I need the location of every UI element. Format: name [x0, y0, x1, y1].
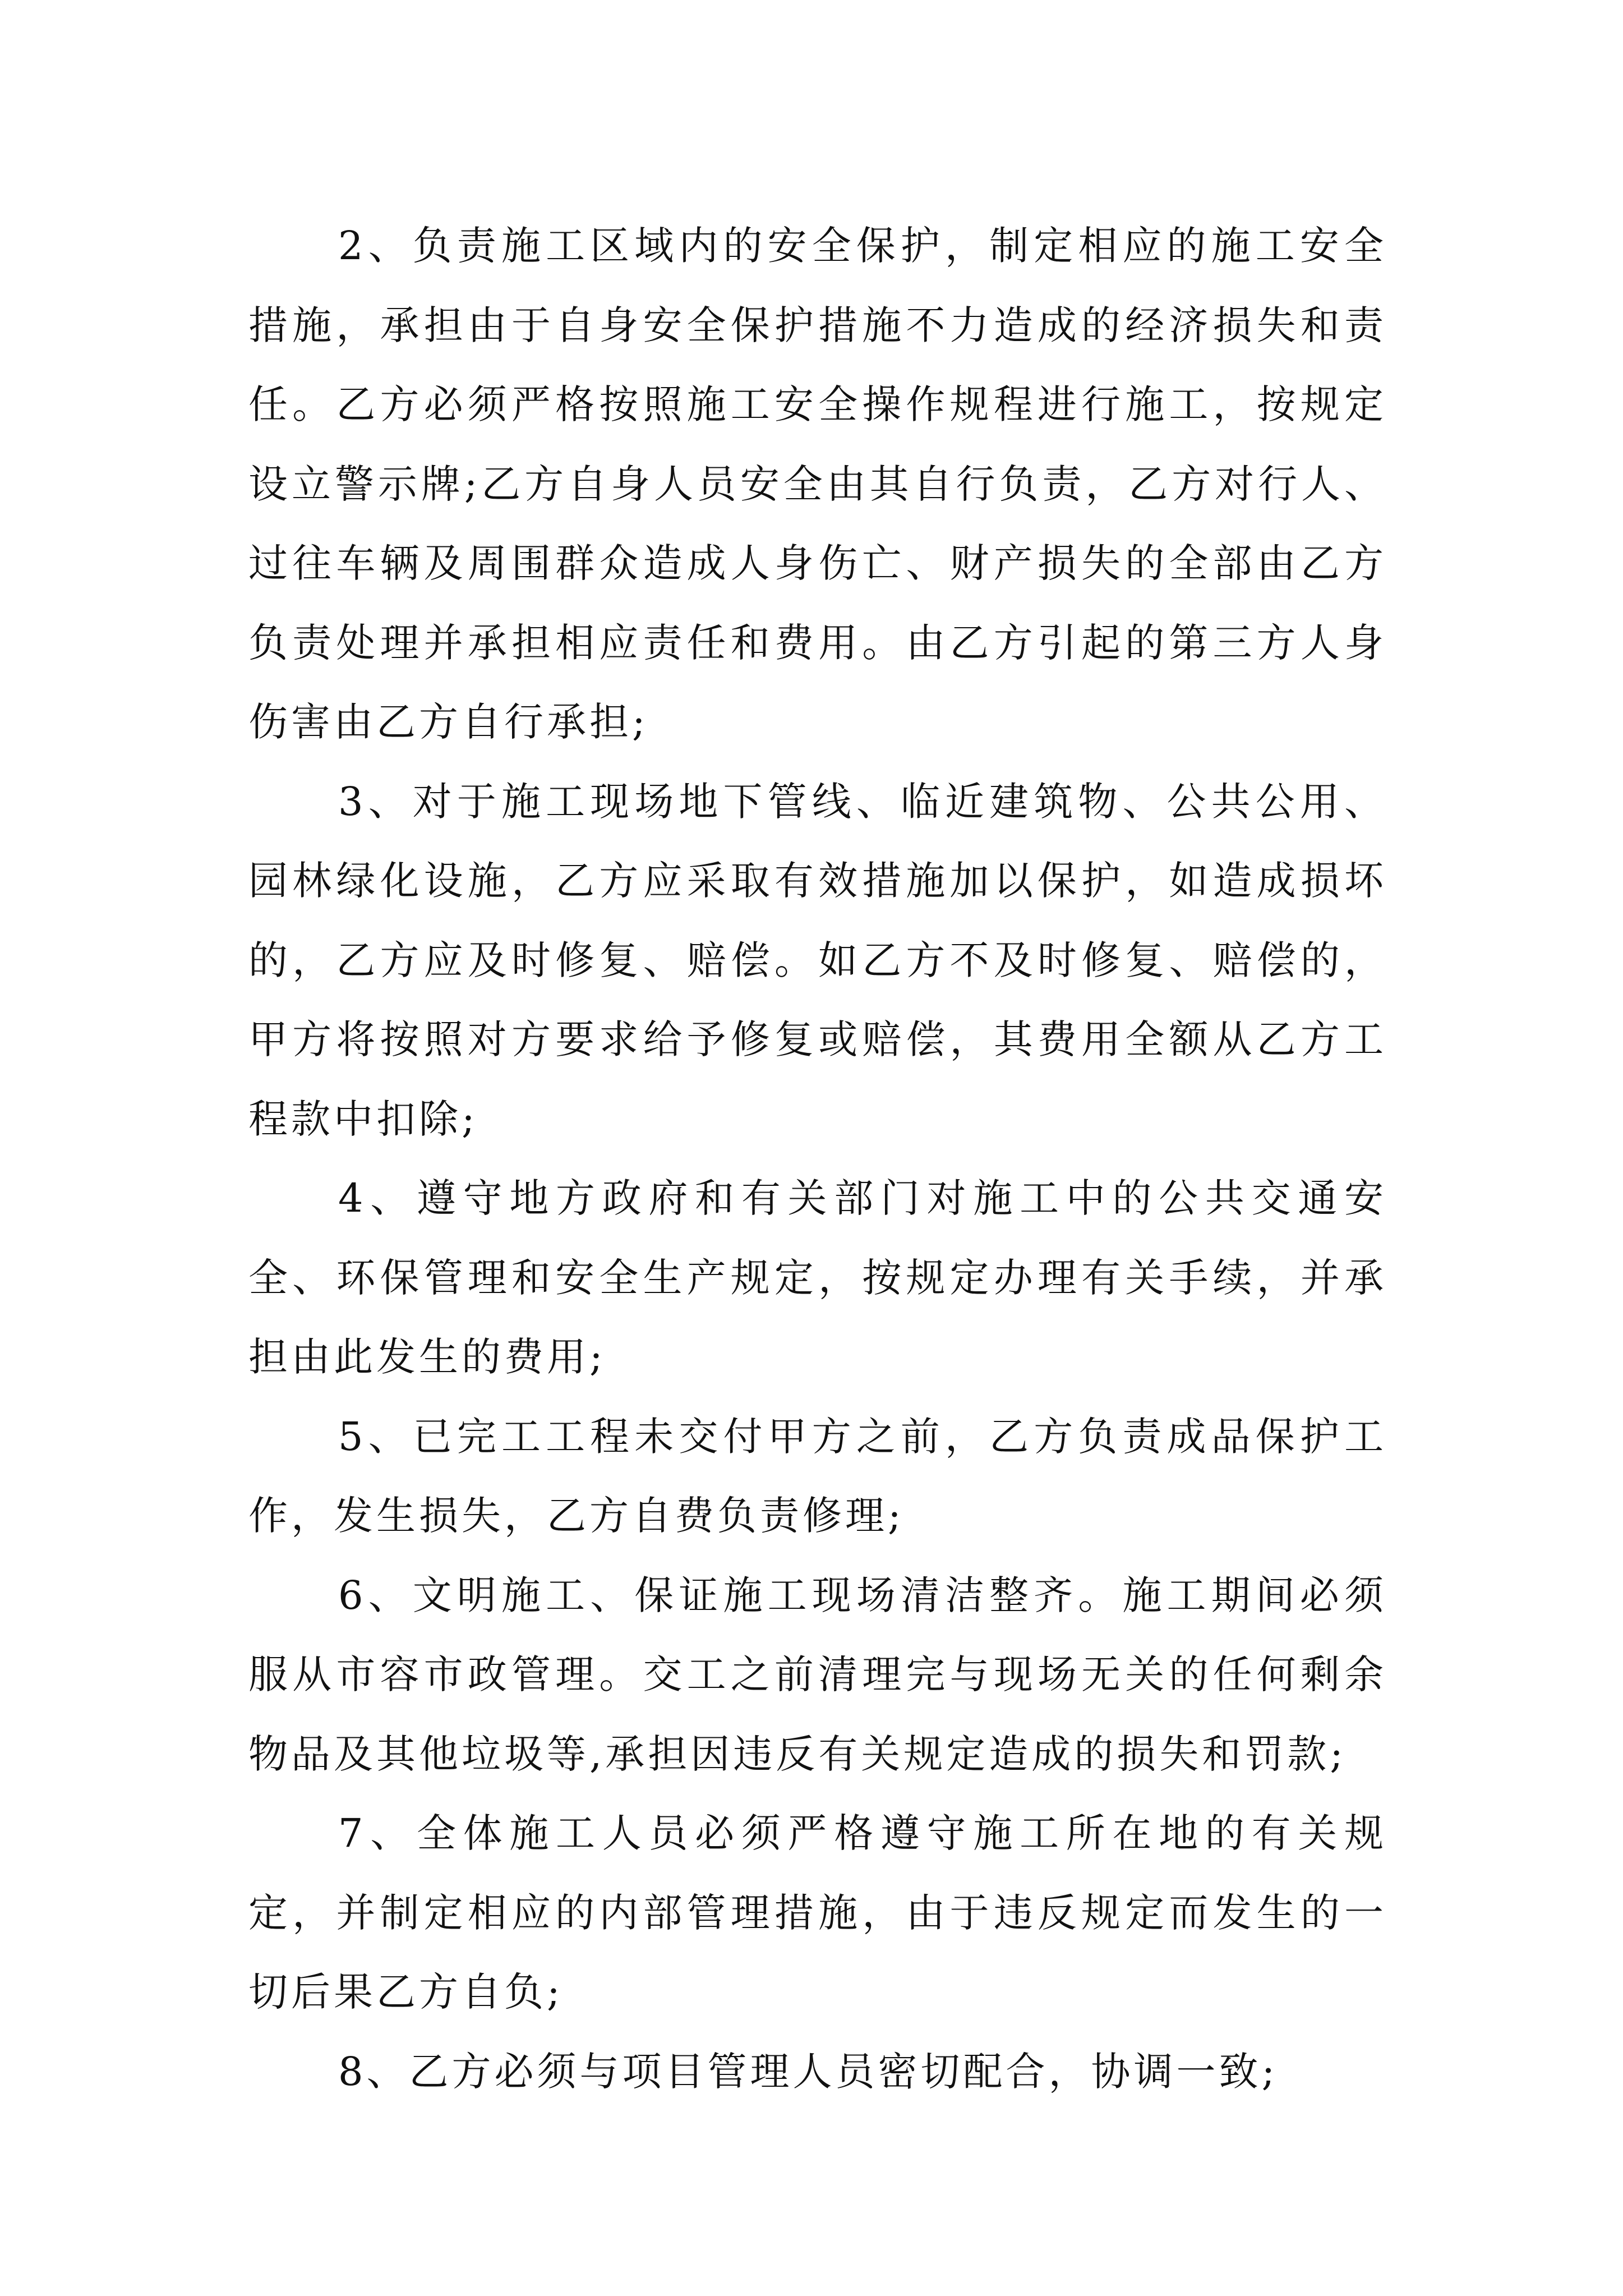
document-body	[248, 206, 1387, 2111]
clause-5-paragraph: 5、已完工工程未交付甲方之前，乙方负责成品保护工作，发生损失，乙方自费负责修理;	[248, 1413, 1387, 1539]
clause-8-paragraph: 8、乙方必须与项目管理人员密切配合，协调一致;	[338, 2048, 1279, 2095]
clause-4-paragraph: 4、遵守地方政府和有关部门对施工中的公共交通安全、环保管理和安全生产规定，按规定办理有关手续，并承担由此发生的费用;	[248, 1175, 1387, 1380]
clause-6-paragraph: 6、文明施工、保证施工现场清洁整齐。施工期间必须服从市容市政管理。交工之前清理完与现场无关的任何剩余物品及其他垃圾等,承担因违反有关规定造成的损失和罚款;	[248, 1572, 1387, 1777]
clause-2-paragraph: 2、负责施工区域内的安全保护，制定相应的施工安全措施，承担由于自身安全保护措施不力造成的经济损失和责任。乙方必须严格按照施工安全操作规程进行施工，按规定设立警示牌;乙方自身人员安全由其自行负责，乙方对行人、过往车辆及周围群众造成人身伤亡、财产损失的全部由乙方负责处理并承担相应责任和费用。由乙方引起的第三方人身伤害由乙方自行承担;	[248, 223, 1387, 745]
clause-7-paragraph: 7、全体施工人员必须严格遵守施工所在地的有关规定，并制定相应的内部管理措施，由于违反规定而发生的一切后果乙方自负;	[248, 1810, 1387, 2015]
clause-3-paragraph: 3、对于施工现场地下管线、临近建筑物、公共公用、园林绿化设施，乙方应采取有效措施加以保护，如造成损坏的，乙方应及时修复、赔偿。如乙方不及时修复、赔偿的，甲方将按照对方要求给予修复或赔偿，其费用全额从乙方工程款中扣除;	[248, 778, 1387, 1142]
